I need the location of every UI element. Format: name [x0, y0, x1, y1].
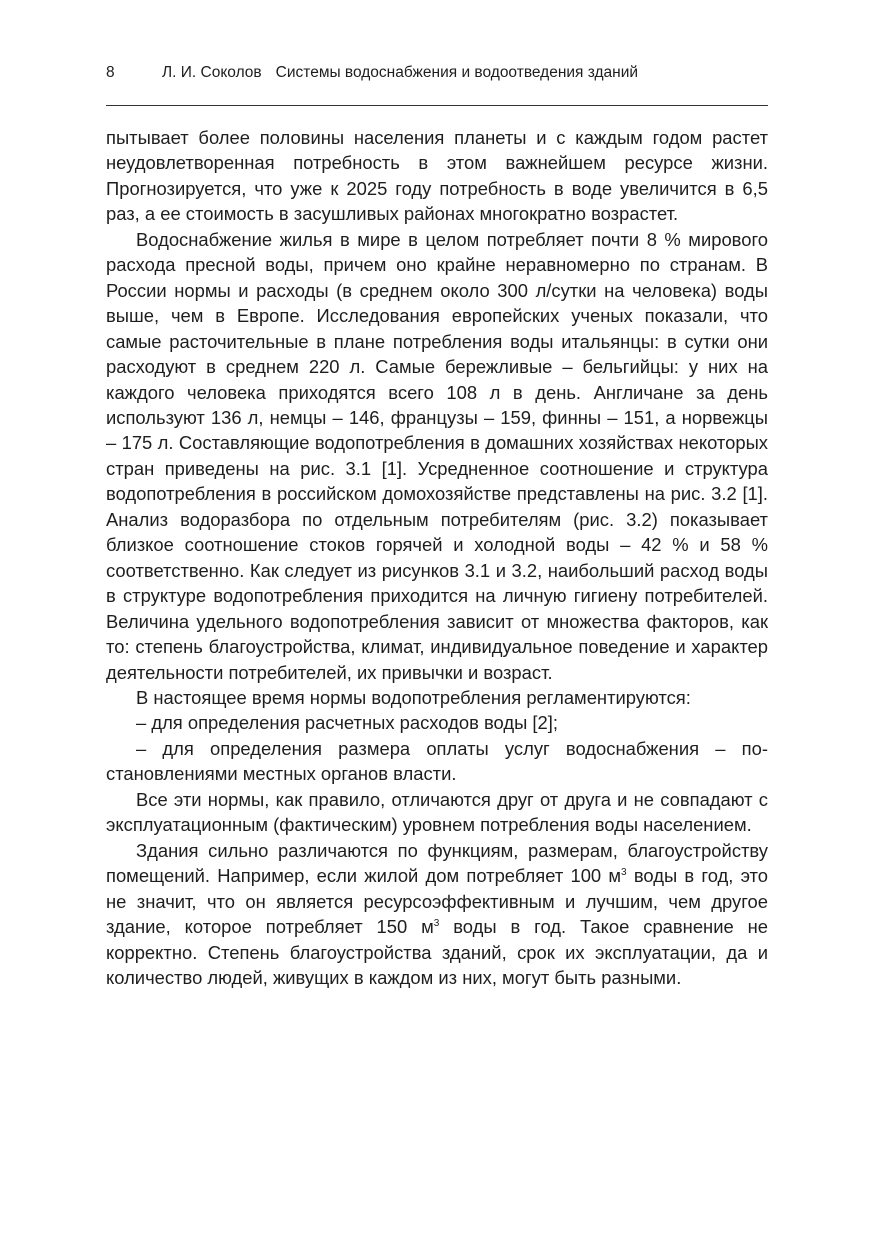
running-header	[106, 62, 768, 84]
running-title	[162, 62, 638, 84]
superscript-cubic: 3	[621, 867, 627, 879]
text-segment: воды в год, это не значит, что он является ресурсоэффективным и лучшим, чем другое здание, которое потребляет 150 м	[106, 865, 769, 938]
paragraph-norms-differ: Все эти нормы, как правило, отличаются друг от друга и не совпадают с эксплуатационным (фактическим) уровнем потребления воды населением.	[106, 788, 768, 836]
superscript-cubic: 3	[433, 918, 440, 930]
page-number: 8	[106, 64, 115, 81]
list-item-payment: – для определения размера оплаты услуг водоснабжения – постановлениями местных органов власти.	[106, 737, 768, 785]
text-segment: Здания сильно различаются по функциям, размерам, благоустройству помещений. Например, если жилой дом потребляет 100 м	[106, 839, 768, 887]
book-title: Системы водоснабжения и водоотведения зданий	[275, 64, 639, 81]
page-body	[106, 125, 768, 990]
paragraph-norms-intro: В настоящее время нормы водопотребления регламентируются:	[136, 686, 691, 708]
paragraph-buildings-differ	[106, 838, 768, 991]
text-segment: воды в год. Такое сравнение не корректно. Степень благоустройства зданий, срок их эксплуатации, да и количество людей, живущих в каждом из них, могут быть разными.	[106, 916, 768, 988]
paragraph-water-consumption: Водоснабжение жилья в мире в целом потребляет почти 8 % мирового расхода пресной воды, причем оно крайне неравномерно по странам. В России нормы и расходы (в среднем около 300 л/сутки на человека) воды выше, чем в Европе. Исследования европейских ученых показали, что самые расточительные в плане потребления воды итальянцы: в сутки они расходуют в среднем 220 л. Самые бережливые – бельгийцы: у них на каждого человека приходятся всего 108 л в день. Англичане за день используют 136 л, немцы – 146, французы – 159, финны – 151, а норвежцы – 175 л. Составляющие водопотребления в домашних хозяйствах некоторых стран приведены на рис. 3.1 [1]. Усредненное соотношение и структура водопотребления в российском домохозяйстве представлены на рис. 3.2 [1]. Анализ водоразбора по отдельным потребителям (рис. 3.2) показывает близкое соотношение стоков горячей и холодной воды – 42 % и 58 % соответственно. Как следует из рисунков 3.1 и 3.2, наибольший расход воды в структуре водопотребления приходится на личную гигиену потребителей. Величина удельного водопотребления зависит от множества факторов, как то: степень благоустройства, климат, индивидуальное поведение и характер деятельности потребителей, их привычки и возраст.	[106, 228, 768, 683]
header-rule	[106, 105, 768, 106]
list-item-calculated-flow: – для определения расчетных расходов воды [2];	[136, 712, 558, 734]
paragraph-continuation: пытывает более половины населения планеты и с каждым годом растет неудовлетворенная потребность в этом важнейшем ресурсе жизни. Прогнозируется, что уже к 2025 году потребность в воде увеличится в 6,5 раз, а ее стоимость в засушливых районах многократно возрастет.	[106, 127, 768, 225]
author-name: Л. И. Соколов	[162, 64, 262, 81]
